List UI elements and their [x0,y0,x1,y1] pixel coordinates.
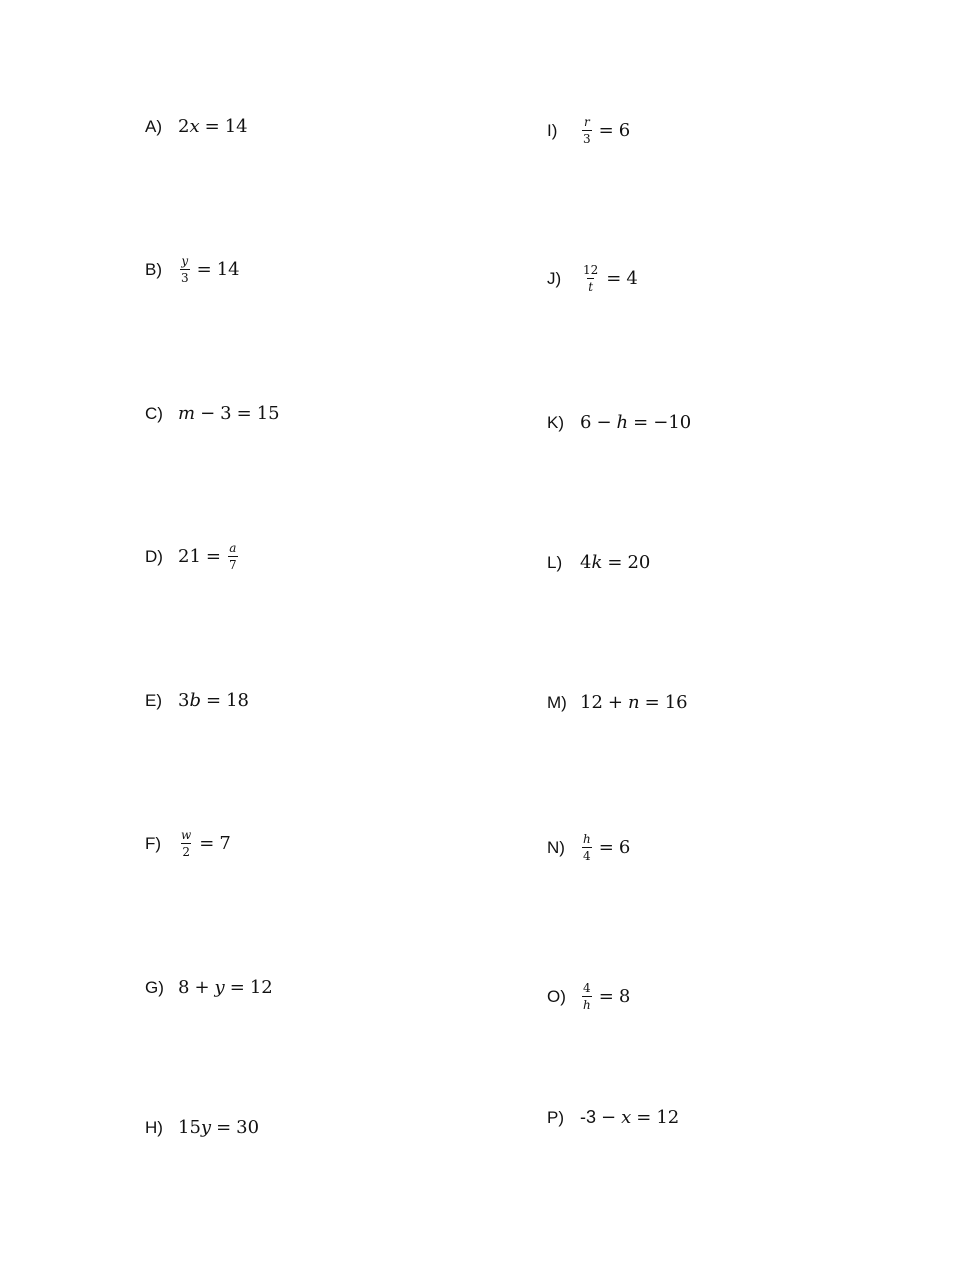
problem-label: F) [145,833,162,853]
problem-a [145,116,248,137]
problem-label: B) [145,259,162,279]
problem-label: E) [145,690,162,710]
problem-equation: 6 − h = −10 [580,412,692,433]
problem-h [145,1117,259,1138]
problem-label: K) [547,412,564,432]
problem-equation: m − 3 = 15 [178,403,280,424]
problem-label: O) [547,986,566,1006]
problem-b [145,255,240,284]
problem-n [547,833,630,862]
problem-label: H) [145,1117,163,1137]
problem-c [145,403,280,424]
problem-label: J) [547,268,562,288]
problem-label: L) [547,552,563,572]
problem-label: P) [547,1107,564,1127]
problem-label: C) [145,403,163,423]
problem-j [547,264,638,293]
problem-label: G) [145,977,164,997]
problem-equation: 4k = 20 [580,552,651,573]
problem-d [145,542,240,571]
problem-equation: -3 − x = 12 [580,1107,680,1128]
problem-label: M) [547,692,567,712]
problem-equation: 12 + n = 16 [580,692,688,713]
problem-p [547,1107,679,1128]
problem-equation: $\frac{h}{4}$ = 6 [583,832,631,863]
problem-equation: 8 + y = 12 [178,977,273,998]
problem-equation: $\frac{12}{t}$ = 4 [583,263,638,294]
problem-equation: 21 = $\frac{a}{7}$ [178,541,237,572]
problem-i [547,116,630,145]
problem-g [145,977,273,998]
problem-label: D) [145,546,163,566]
problem-k [547,412,691,433]
problem-equation: $\frac{w}{2}$ = 7 [181,828,231,859]
problem-e [145,690,249,711]
problem-equation: $\frac{r}{3}$ = 6 [583,115,631,146]
problem-equation: 3b = 18 [178,690,249,711]
problem-equation: $\frac{4}{h}$ = 8 [583,981,631,1012]
problem-equation: 15y = 30 [178,1117,260,1138]
problem-label: I) [547,120,558,140]
problem-label: N) [547,837,565,857]
problem-equation: $\frac{y}{3}$ = 14 [181,254,240,285]
problem-o [547,982,630,1011]
problem-m [547,692,688,713]
problem-equation: 2x = 14 [178,116,248,137]
problem-label: A) [145,116,162,136]
problem-f [145,829,231,858]
problem-l [547,552,650,573]
